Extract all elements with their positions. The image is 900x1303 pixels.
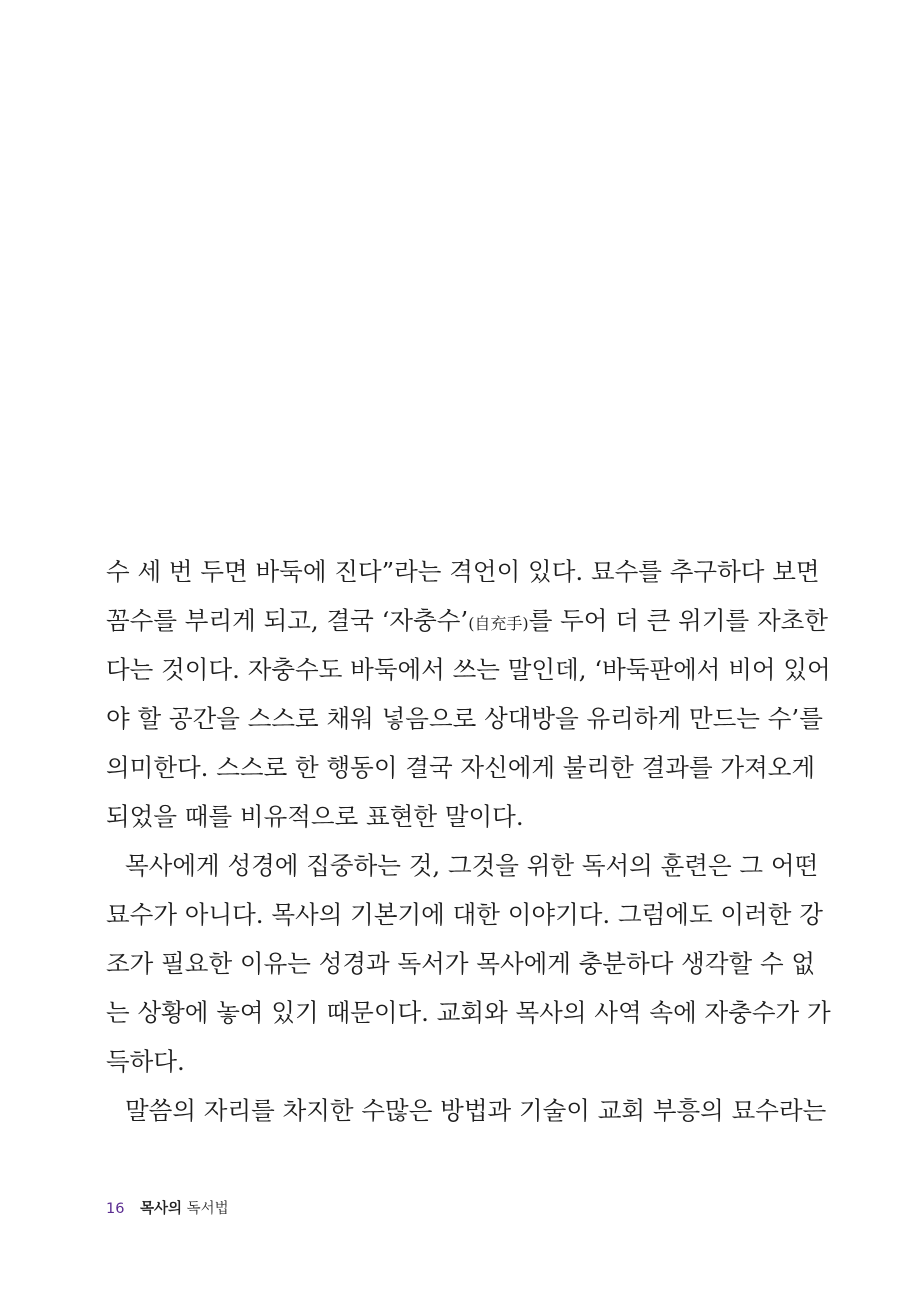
page-footer [106, 1198, 229, 1220]
hanja-annotation: (自充手) [468, 614, 529, 633]
page-number: 16 [106, 1201, 125, 1217]
text-line: 조가 필요한 이유는 성경과 독서가 목사에게 충분하다 생각할 수 없 [106, 949, 816, 978]
text-line: 말씀의 자리를 차지한 수많은 방법과 기술이 교회 부흥의 묘수라는 [125, 1096, 827, 1125]
body-text [106, 547, 831, 1135]
text-line: 묘수가 아니다. 목사의 기본기에 대한 이야기다. 그럼에도 이러한 강 [106, 900, 823, 929]
text-line: 되었을 때를 비유적으로 표현한 말이다. [106, 802, 524, 831]
text-segment: 꼼수를 부리게 되고, 결국 ‘자충수’ [106, 606, 469, 635]
book-title-rest: 독서법 [182, 1201, 229, 1217]
text-line [106, 596, 828, 645]
book-title-bold: 목사의 [140, 1201, 183, 1217]
text-line: 의미한다. 스스로 한 행동이 결국 자신에게 불리한 결과를 가져오게 [106, 753, 816, 782]
text-line: 수 세 번 두면 바둑에 진다”라는 격언이 있다. 묘수를 추구하다 보면 [106, 557, 820, 586]
text-line: 득하다. [106, 1047, 185, 1076]
text-line: 목사에게 성경에 집중하는 것, 그것을 위한 독서의 훈련은 그 어떤 [125, 851, 819, 880]
text-line: 야 할 공간을 스스로 채워 넣음으로 상대방을 유리하게 만드는 수’를 [106, 704, 823, 733]
text-segment: 를 두어 더 큰 위기를 자초한 [528, 606, 828, 635]
text-line: 는 상황에 놓여 있기 때문이다. 교회와 목사의 사역 속에 자충수가 가 [106, 998, 831, 1027]
text-line: 다는 것이다. 자충수도 바둑에서 쓰는 말인데, ‘바둑판에서 비어 있어 [106, 655, 831, 684]
